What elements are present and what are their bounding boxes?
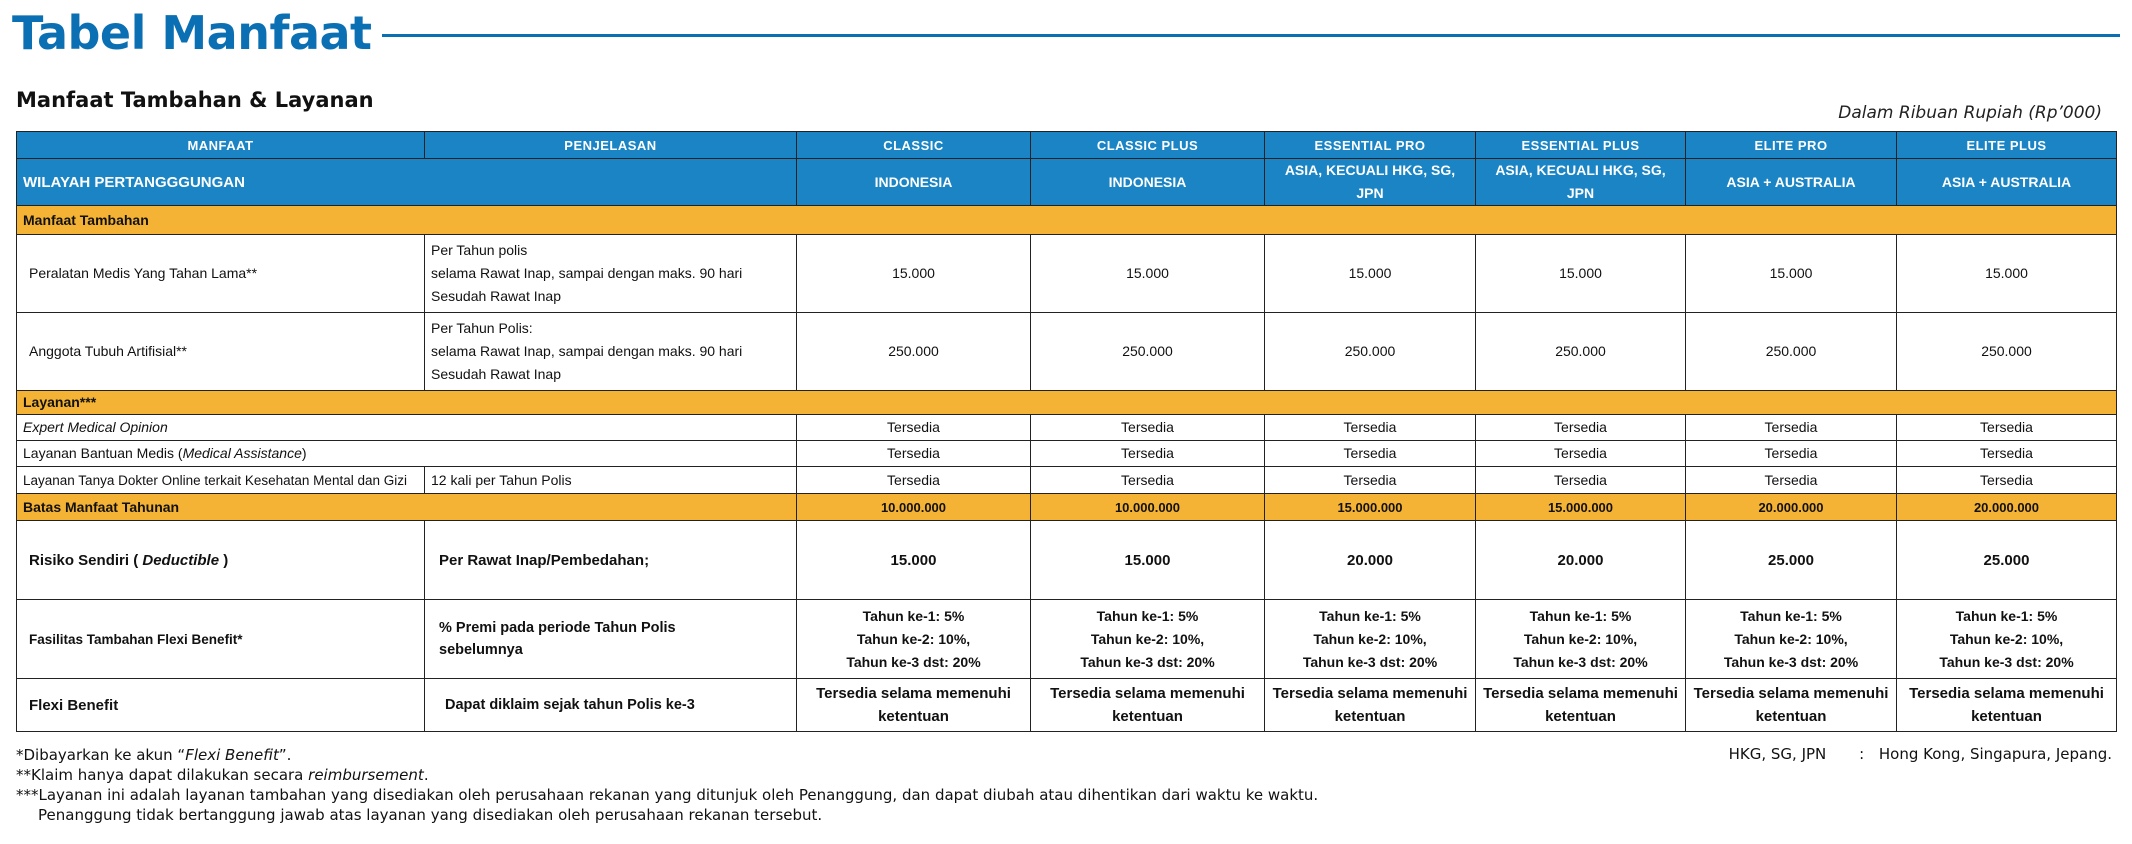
flexi-facility-value [1265,600,1476,679]
flexi-benefit-label: Flexi Benefit [17,679,425,732]
annual-limit-value: 15.000.000 [1265,494,1476,521]
flexi-line: Tahun ke-2: 10%, [1523,630,1638,647]
service-name-italic: Medical Assistance [182,445,302,461]
flexi-benefit-line: ketentuan [1334,708,1406,725]
benefit-value: 250.000 [1686,313,1897,391]
service-value: Tersedia [1686,415,1897,441]
service-value: Tersedia [1031,415,1265,441]
deductible-value: 15.000 [797,521,1031,600]
service-value: Tersedia [1476,415,1686,441]
section-subtitle: Manfaat Tambahan & Layanan [16,88,374,112]
deductible-label-text: Risiko Sendiri ( [29,551,143,569]
flexi-benefit-value [1476,679,1686,732]
footnote: Penanggung tidak bertanggung jawab atas layanan yang disediakan oleh perusahaan rekanan tersebut. [38,806,823,824]
benefit-table [16,131,2117,732]
service-value: Tersedia [1897,467,2117,494]
flexi-facility-value [1476,600,1686,679]
service-name-text: ) [301,445,307,461]
header-plan: CLASSIC PLUS [1031,132,1265,159]
service-description: 12 kali per Tahun Polis [425,467,797,494]
region-value: ASIA, KECUALI HKG, SG, JPN [1476,159,1686,206]
region-label: WILAYAH PERTANGGGUNGAN [17,159,797,206]
annual-limit-value: 10.000.000 [1031,494,1265,521]
flexi-line: Tahun ke-3 dst: 20% [1939,653,2074,670]
table-row [17,415,2117,441]
footnote-text: . [423,766,429,784]
flexi-facility-value [1031,600,1265,679]
region-value: ASIA + AUSTRALIA [1686,159,1897,206]
flexi-benefit-line: Tersedia selama memenuhi [1909,685,2104,702]
footnote-text: ”. [278,746,292,764]
service-name-text: Layanan Bantuan Medis ( [23,445,183,461]
flexi-line: Tahun ke-1: 5% [1740,607,1842,624]
deductible-value: 25.000 [1686,521,1897,600]
header-plan: ESSENTIAL PLUS [1476,132,1686,159]
header-plan: ESSENTIAL PRO [1265,132,1476,159]
footnotes [16,745,1318,825]
service-value: Tersedia [1031,467,1265,494]
service-value: Tersedia [1031,441,1265,467]
section-row-tambahan [17,206,2117,235]
benefit-value: 15.000 [1897,235,2117,313]
service-value: Tersedia [1476,467,1686,494]
flexi-line: Tahun ke-2: 10%, [1734,630,1848,647]
footnote-italic: Flexi Benefit [185,746,279,764]
deductible-value: 20.000 [1265,521,1476,600]
region-value: ASIA, KECUALI HKG, SG, JPN [1265,159,1476,206]
flexi-line: Tahun ke-2: 10%, [856,630,971,647]
footnote-text: **Klaim hanya dapat dilakukan secara [16,766,309,784]
service-value: Tersedia [797,441,1031,467]
flexi-benefit-line: ketentuan [1112,708,1183,725]
deductible-value: 25.000 [1897,521,2117,600]
flexi-benefit-line: ketentuan [878,708,949,725]
flexi-line: Tahun ke-3 dst: 20% [846,653,981,670]
service-value: Tersedia [1897,415,2117,441]
section-title: Layanan*** [17,391,2117,415]
flexi-benefit-line: Tersedia selama memenuhi [816,685,1011,702]
annual-limit-row [17,494,2117,521]
footnote [16,745,1318,765]
footnote-text: *Dibayarkan ke akun “ [16,746,186,764]
flexi-benefit-row [17,679,2117,732]
section-title: Manfaat Tambahan [17,206,2117,235]
footnote: ***Layanan ini adalah layanan tambahan yang disediakan oleh perusahaan rekanan yang ditunjuk oleh Penanggung, dan dapat diubah atau dihentikan dari waktu ke waktu. [16,786,1319,804]
flexi-benefit-line: Tersedia selama memenuhi [1050,685,1245,702]
title-divider [382,34,2120,37]
benefit-value: 250.000 [797,313,1031,391]
flexi-benefit-value [1031,679,1265,732]
deductible-value: 15.000 [1031,521,1265,600]
description-line: selama Rawat Inap, sampai dengan maks. 90 hari Sesudah Rawat Inap [431,265,743,304]
table-row [17,235,2117,313]
flexi-benefit-line: Tersedia selama memenuhi [1272,685,1468,702]
flexi-line: Tahun ke-3 dst: 20% [1080,653,1215,670]
flexi-line: Tahun ke-1: 5% [1955,607,2058,624]
flexi-line: Tahun ke-2: 10%, [1090,630,1205,647]
service-value: Tersedia [1476,441,1686,467]
flexi-line: Tahun ke-3 dst: 20% [1723,653,1859,670]
table-header-row [17,132,2117,159]
service-value: Tersedia [1686,467,1897,494]
flexi-benefit-value [797,679,1031,732]
service-value: Tersedia [797,467,1031,494]
flexi-facility-description: % Premi pada periode Tahun Polis sebelumnya [425,600,797,679]
header-plan: ELITE PLUS [1897,132,2117,159]
flexi-benefit-line: ketentuan [1755,708,1827,725]
flexi-benefit-value [1897,679,2117,732]
region-value: ASIA + AUSTRALIA [1897,159,2117,206]
currency-note: Dalam Ribuan Rupiah (Rp’000) [1838,103,2102,123]
service-value: Tersedia [797,415,1031,441]
annual-limit-value: 10.000.000 [797,494,1031,521]
flexi-benefit-line: Tersedia selama memenuhi [1483,685,1678,702]
flexi-facility-value [1686,600,1897,679]
service-value: Tersedia [1265,415,1476,441]
service-value: Tersedia [1265,441,1476,467]
deductible-label-text: ) [219,551,229,569]
benefit-name: Anggota Tubuh Artifisial** [17,313,425,391]
flexi-line: Tahun ke-1: 5% [1529,607,1632,624]
benefit-value: 250.000 [1265,313,1476,391]
page-title: Tabel Manfaat [12,6,372,60]
deductible-description: Per Rawat Inap/Pembedahan; [425,521,797,600]
flexi-benefit-line: Tersedia selama memenuhi [1693,685,1889,702]
deductible-row [17,521,2117,600]
section-row-layanan [17,391,2117,415]
deductible-label [17,521,425,600]
benefit-value: 250.000 [1031,313,1265,391]
flexi-benefit-value [1265,679,1476,732]
flexi-facility-value [797,600,1031,679]
header-penjelasan: PENJELASAN [425,132,797,159]
benefit-value: 250.000 [1476,313,1686,391]
flexi-benefit-line: ketentuan [1545,708,1616,725]
deductible-value: 20.000 [1476,521,1686,600]
flexi-line: Tahun ke-1: 5% [1096,607,1199,624]
flexi-facility-row [17,600,2117,679]
service-name: Layanan Tanya Dokter Online terkait Kesehatan Mental dan Gizi [17,467,425,494]
region-value: INDONESIA [1031,159,1265,206]
flexi-line: Tahun ke-1: 5% [862,607,965,624]
annual-limit-value: 20.000.000 [1686,494,1897,521]
flexi-benefit-description: Dapat diklaim sejak tahun Polis ke-3 [425,679,797,732]
service-value: Tersedia [1686,441,1897,467]
flexi-line: Tahun ke-2: 10%, [1313,630,1427,647]
service-name: Expert Medical Opinion [17,415,797,441]
benefit-value: 15.000 [1265,235,1476,313]
flexi-line: Tahun ke-1: 5% [1319,607,1421,624]
annual-limit-value: 20.000.000 [1897,494,2117,521]
header-plan: ELITE PRO [1686,132,1897,159]
footnote [16,765,1318,785]
description-line: Per Tahun polis [431,242,528,258]
table-row [17,467,2117,494]
region-value: INDONESIA [797,159,1031,206]
table-row [17,441,2117,467]
flexi-line: Tahun ke-3 dst: 20% [1302,653,1438,670]
description-line: selama Rawat Inap, sampai dengan maks. 90 hari Sesudah Rawat Inap [431,343,743,382]
flexi-benefit-value [1686,679,1897,732]
benefit-value: 15.000 [1686,235,1897,313]
title-bar [12,2,2120,64]
annual-limit-value: 15.000.000 [1476,494,1686,521]
service-name [17,441,797,467]
header-manfaat: MANFAAT [17,132,425,159]
benefit-value: 15.000 [797,235,1031,313]
abbreviation-value: Hong Kong, Singapura, Jepang. [1878,745,2112,763]
description-line: Per Tahun Polis: [431,320,533,336]
region-row [17,159,2117,206]
benefit-value: 15.000 [1476,235,1686,313]
flexi-benefit-line: ketentuan [1971,708,2042,725]
abbreviation-note [1729,745,2112,763]
abbreviation-key: HKG, SG, JPN [1728,745,1827,763]
service-value: Tersedia [1897,441,2117,467]
service-value: Tersedia [1265,467,1476,494]
flexi-facility-label: Fasilitas Tambahan Flexi Benefit* [17,600,425,679]
benefit-description [425,313,797,391]
annual-limit-label: Batas Manfaat Tahunan [17,494,797,521]
flexi-line: Tahun ke-2: 10%, [1949,630,2064,647]
flexi-line: Tahun ke-3 dst: 20% [1513,653,1648,670]
benefit-name: Peralatan Medis Yang Tahan Lama** [17,235,425,313]
header-plan: CLASSIC [797,132,1031,159]
table-row [17,313,2117,391]
flexi-facility-value [1897,600,2117,679]
benefit-description [425,235,797,313]
benefit-value: 15.000 [1031,235,1265,313]
benefit-value: 250.000 [1897,313,2117,391]
deductible-label-italic: Deductible [142,551,220,569]
abbreviation-separator: : [1859,745,1865,763]
footnote-italic: reimbursement [308,766,424,784]
